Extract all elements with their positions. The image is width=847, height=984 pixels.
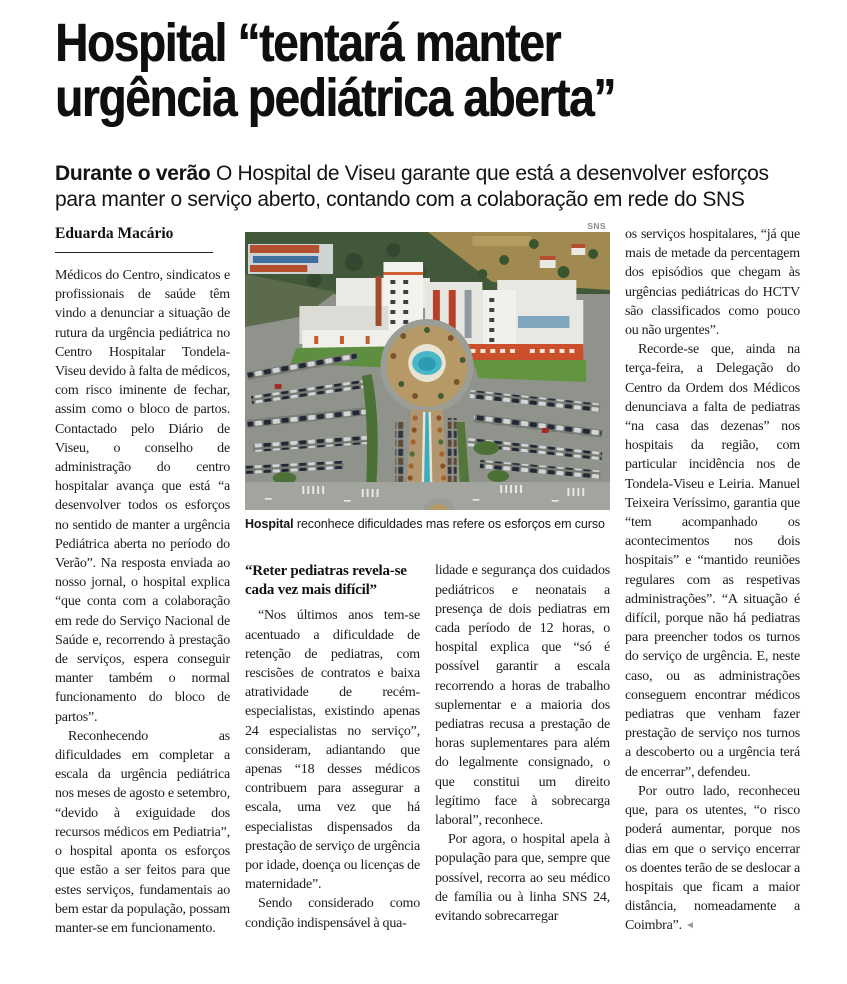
- end-of-article-mark: ◄: [684, 920, 695, 932]
- hospital-aerial-photo: [245, 232, 610, 510]
- paragraph: [625, 782, 800, 936]
- subhead-line-2: cada vez mais difícil”: [245, 582, 377, 599]
- paragraph: os serviços hospitalares, “já que mais de metade da percentagem dos episódios que chegam às urgências pediátricas do HCTV são classificados como pouco ou não urgentes”.: [625, 227, 800, 339]
- column-3: [435, 561, 610, 938]
- paragraph: Médicos do Centro, sindicatos e profissionais de saúde têm vindo a denunciar a situação de rutura da urgência pediátrica no Centro Hospitalar Tondela-Viseu devido à falta de médicos, com risco iminente de fechar, assim como o bloco de partos. Contactado pelo Diário de Viseu, o conselho de administração do centro hospitalar avança que está “a desenvolver todos os esforços no sentido de manter a urgência Pediátrica aberta no período do Verão”. Na resposta enviada ao nosso jornal, o hospital explica “que conta com a colaboração em rede do Serviço Nacional de Saúde e, recorrendo à prestação de serviços, espera conseguir manter também o normal funcionamento do bloco de partos”.: [55, 268, 230, 725]
- byline: Eduarda Macário: [55, 225, 174, 242]
- subhead: [245, 562, 420, 600]
- kicker-text-line-2: para manter o serviço aberto, contando com a colaboração em rede do SNS: [55, 187, 745, 211]
- photo-credit: SNS: [587, 221, 606, 231]
- paragraph: Sendo considerado como condição indispensável à qua-: [245, 896, 420, 931]
- paragraph: Recorde-se que, ainda na terça-feira, a Delegação do Centro da Ordem dos Médicos denunciava a falta de pediatras “na casa das dezenas” nos hospitais da região, com particular incidência nos de Tondela-Viseu e Leiria. Manuel Teixeira Veríssimo, garantia que “tem acompanhado os acontecimentos nos dois hospitais” e “mantido reuniões regulares com as respetivas administrações”. “A situação é difícil, porque não há pediatras para preencher todos os turnos do serviço de urgência. E, neste caso, ou as administrações conseguem encontrar médicos pediatras que venham fazer prestação de serviço nos turnos a descoberto ou a urgência terá de encerrar”, defendeu.: [625, 342, 800, 780]
- photo-caption: [245, 516, 610, 532]
- paragraph: Reconhecendo as dificuldades em completar a escala da urgência pediátrica nos meses de agosto e setembro, “devido à exiguidade dos recursos médicos em Pediatria”, o hospital aponta os esforços que estão a ser feitos para que estes serviços, fundamentais ao bem estar da população, possam manter-se em funcionamento.: [55, 728, 230, 936]
- column-2: [245, 561, 420, 938]
- paragraph: lidade e segurança dos cuidados pediátricos e neonatais a presença de dois pediatras em cada período de 12 horas, o hospital explica que “só é possível garantir a escala recorrendo a horas de trabalho suplementar e a maioria dos pediatras recusa a prestação de horas suplementares para além do legalmente consignado, o que constitui um direito legítimo face à sobrecarga laboral”, reconhece.: [435, 563, 610, 828]
- kicker: [55, 161, 800, 212]
- paragraph: “Nos últimos anos tem-se acentuado a dificuldade de retenção de pediatras, com rescisões de contratos e baixa atratividade de recém-especialistas, existindo apenas 24 especialistas no serviço”, consideram, adiantando que apenas “18 desses médicos contribuem para assegurar a escala, uma vez que há especialistas dispensados da prestação de serviço de urgência por idade, doença ou licenças de maternidade”.: [245, 608, 420, 893]
- byline-rule: [55, 252, 213, 253]
- headline-line-1: Hospital “tentará manter: [55, 13, 561, 73]
- paragraph-text: Por outro lado, reconheceu que, para os utentes, “o risco poderá aumentar, porque nos dias em que o serviço encerrar os doentes terão de se deslocar a hospitais que ficam a maior distância, nomeadamente a Coimbra”.: [625, 783, 800, 934]
- column-1: [55, 225, 230, 938]
- hospital-photo-figure: [245, 221, 610, 537]
- caption-text: reconhece dificuldades mas refere os esforços em curso: [296, 517, 605, 531]
- column-4: [625, 225, 800, 938]
- paragraph: Por agora, o hospital apela à população para que, sempre que possível, recorra ao seu médico de família ou à linha SNS 24, evitando sobrecarregar: [435, 832, 610, 924]
- kicker-lead: Durante o verão: [55, 162, 211, 185]
- subhead-line-1: “Reter pediatras revela-se: [245, 563, 407, 580]
- kicker-text-line-1: O Hospital de Viseu garante que está a desenvolver esforços: [215, 162, 769, 185]
- article-body: [55, 221, 800, 938]
- headline-line-2: urgência pediátrica aberta”: [55, 68, 615, 128]
- headline: [55, 13, 615, 128]
- caption-lead: Hospital: [245, 517, 294, 531]
